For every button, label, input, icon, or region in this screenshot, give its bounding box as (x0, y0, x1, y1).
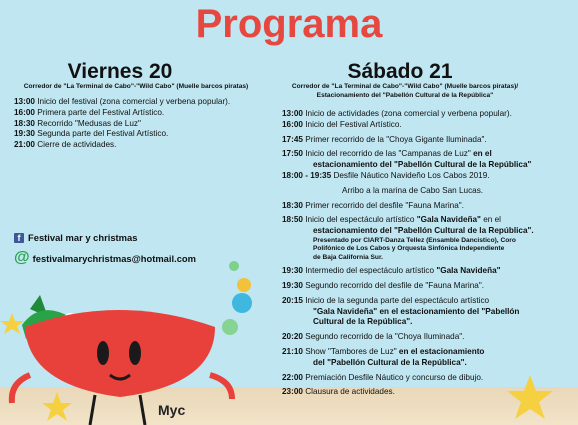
schedule-item: 16:00 Primera parte del Festival Artístico. (14, 107, 165, 117)
schedule-item-cont: del "Pabellón Cultural de la República". (313, 357, 467, 367)
facebook-link[interactable]: f Festival mar y christmas (14, 232, 137, 243)
email-link[interactable]: @ festivalmarychristmas@hotmail.com (14, 249, 196, 266)
page-title: Programa (195, 2, 383, 46)
schedule-item: 13:00 Inicio de actividades (zona comercial y verbena popular). (282, 109, 512, 118)
schedule-item-cont: Polifónico de Los Cabos y Orquesta Sinfónica Independiente (313, 245, 505, 253)
friday-heading: Viernes 20 (67, 60, 173, 83)
schedule-item: 17:50 Inicio del recorrido de las "Campanas de Luz" en el (282, 149, 492, 159)
schedule-item: 21:00 Cierre de actividades. (14, 140, 117, 150)
schedule-item-cont: de Baja California Sur. (313, 253, 383, 261)
schedule-item: 19:30 Segundo recorrido del desfile de "Fauna Marina". (282, 280, 485, 290)
schedule-item: 16:00 Inicio del Festival Artístico. (282, 119, 402, 129)
saturday-schedule (282, 109, 534, 398)
schedule-item-cont: Presentado por CIART-Danza Tellez (Ensamble Dancistico), Coro (313, 236, 516, 244)
schedule-item: 17:45 Primer recorrido de la "Choya Gigante Iluminada". (282, 134, 487, 144)
friday-venue: Corredor de "La Terminal de Cabo"-"Wild Cabo" (Muelle barcos piratas) (23, 83, 249, 90)
crab-mascot-icon (0, 295, 240, 425)
saturday-venue: Corredor de "La Terminal de Cabo"-"Wild Cabo" (Muelle barcos piratas)/ Estacionamiento del "Pabellón Cultural de la República" (291, 83, 519, 99)
schedule-item: 20:15 Inicio de la segunda parte del espectáculo artístico (282, 295, 490, 305)
schedule-item: 23:00 Clausura de actividades. (282, 387, 395, 397)
logo-text: Myc (158, 402, 186, 418)
schedule-item-cont: estacionamiento del "Pabellón Cultural de la República". (313, 226, 534, 236)
schedule-item: 20:20 Segundo recorrido de la "Choya Iluminada". (282, 332, 465, 342)
schedule-item-cont: estacionamiento del "Pabellón Cultural de la República" (313, 160, 532, 170)
schedule-item: 18:00 - 19:35 Desfile Náutico Navideño Los Cabos 2019. (282, 170, 490, 180)
schedule-item: 13:00 Inicio del festival (zona comercial y verbena popular). (14, 97, 231, 106)
schedule-item: 21:10 Show "Tambores de Luz" en el estacionamiento (282, 346, 485, 356)
schedule-item: 19:30 Intermedio del espectáculo artístico "Gala Navideña" (282, 266, 501, 276)
schedule-item: 18:50 Inicio del espectáculo artístico "Gala Navideña" en el (282, 215, 501, 225)
schedule-item-cont: Arribo a la marina de Cabo San Lucas. (342, 185, 484, 195)
schedule-item-cont: "Gala Navideña" en el estacionamiento del "Pabellón (313, 306, 520, 316)
schedule-item: 19:30 Segunda parte del Festival Artístico. (14, 129, 169, 139)
friday-schedule (14, 97, 230, 151)
saturday-heading: Sábado 21 (347, 60, 453, 83)
facebook-icon: f (14, 233, 24, 243)
schedule-item: 22:00 Premiación Desfile Náutico y concurso de dibujo. (282, 372, 484, 382)
schedule-item-cont: Cultural de la República". (313, 317, 413, 327)
at-icon: @ (14, 249, 30, 266)
starfish-icon (40, 390, 74, 424)
schedule-item: 18:30 Primer recorrido del desfile "Fauna Marina". (282, 200, 464, 210)
schedule-item: 18:30 Recorrido "Medusas de Luz" (14, 118, 141, 128)
starfish-icon (505, 373, 555, 423)
